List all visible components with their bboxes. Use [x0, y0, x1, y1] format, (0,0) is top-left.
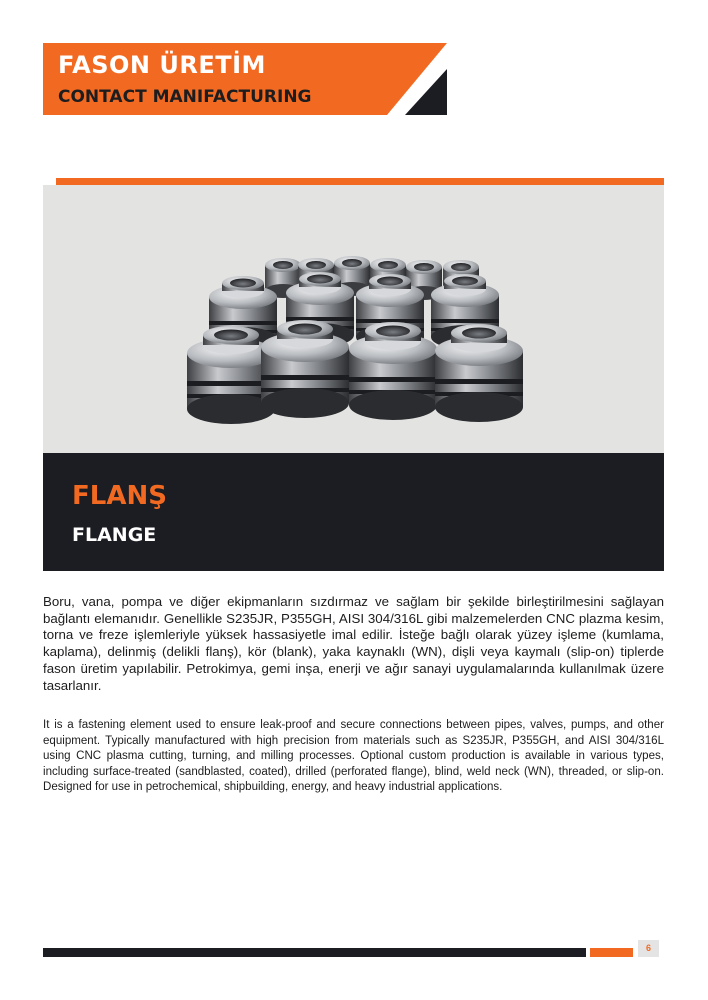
product-title-panel: [43, 453, 664, 571]
footer-bar-orange: [590, 948, 633, 957]
header-title-en: CONTACT MANIFACTURING: [58, 87, 312, 107]
header-title-tr: FASON ÜRETİM: [58, 51, 266, 79]
flange-product-image: [43, 185, 664, 453]
description-en: It is a fastening element used to ensure leak-proof and secure connections between pipes, valves, pumps, and other equipment. Typically manufactured with high precision from materials such as S235JR, P355GH, and AISI 304/316L using CNC plasma cutting, turning, and milling processes. Optional custom production is available in various types, including surface-treated (sandblasted, coated), drilled (perforated flange), blind, weld neck (WN), threaded, or slip-on. Designed for use in petrochemical, shipbuilding, energy, and heavy industrial applications.: [43, 719, 664, 793]
product-title-en: FLANGE: [72, 524, 157, 546]
footer-bar-dark: [43, 948, 586, 957]
product-title-tr: FLANŞ: [72, 481, 167, 511]
header-banner: [43, 43, 447, 115]
description-tr: Boru, vana, pompa ve diğer ekipmanların sızdırmaz ve sağlam bir şekilde birleştirilmesini sağlayan bağlantı elemanıdır. Genellikle S235JR, P355GH, AISI 304/316L gibi malzemelerden CNC plazma kesim, torna ve freze işlemleriyle yüksek hassasiyetle imal edilir. İsteğe bağlı olarak yüzey işleme (kumlama, kaplama), delinmiş (delikli flanş), kör (blank), yaka kaynaklı (WN), dişli veya kaymalı (slip-on) tiplerde fason üretim yapılabilir. Petrokimya, gemi inşa, enerji ve ağır sanayi uygulamalarında kullanılmak üzere tasarlanır.: [43, 594, 664, 693]
orange-divider: [56, 178, 664, 185]
product-photo-panel: [43, 185, 664, 453]
page-number: 6: [638, 940, 659, 957]
